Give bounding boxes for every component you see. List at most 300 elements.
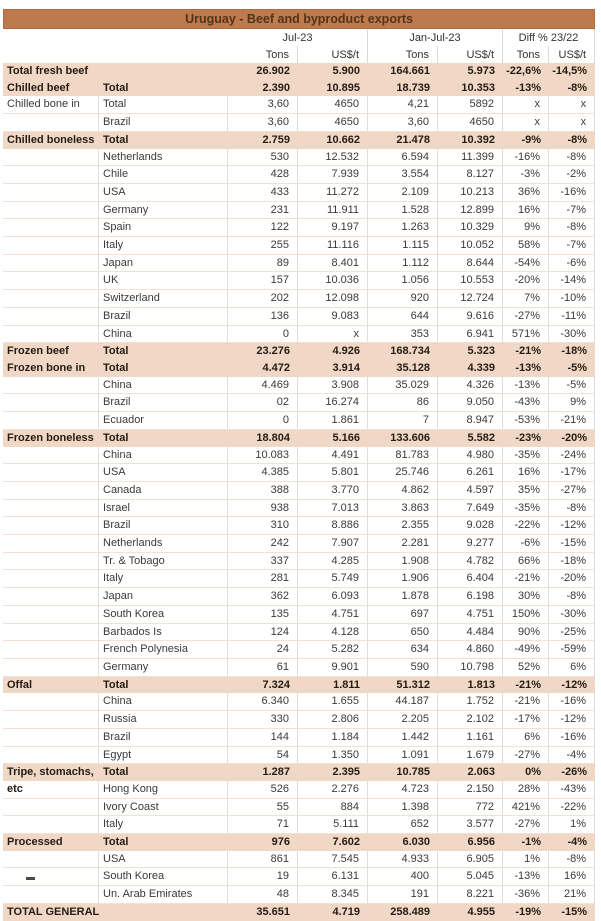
value-cell: 1.811 <box>298 677 368 694</box>
category-cell <box>3 517 99 535</box>
value-cell: 4.469 <box>228 377 298 395</box>
value-cell: 0 <box>228 326 298 344</box>
value-cell: -7% <box>549 237 595 255</box>
value-cell: 1.184 <box>298 729 368 747</box>
value-cell: 52% <box>503 659 549 677</box>
value-cell: 10.213 <box>438 184 503 202</box>
value-cell: 1.398 <box>368 799 438 817</box>
value-cell: 2.150 <box>438 781 503 799</box>
value-cell: 9.616 <box>438 308 503 326</box>
value-cell: 168.734 <box>368 343 438 360</box>
value-cell: -13% <box>503 80 549 97</box>
table-row <box>3 394 595 412</box>
col-header-jul-tons: Tons <box>228 46 298 63</box>
value-cell: 4.597 <box>438 482 503 500</box>
category-cell <box>3 588 99 606</box>
value-cell: 25.746 <box>368 464 438 482</box>
value-cell: 4.860 <box>438 641 503 659</box>
value-cell: -14% <box>549 272 595 290</box>
table-row <box>3 517 595 535</box>
value-cell: 310 <box>228 517 298 535</box>
value-cell: 7 <box>368 412 438 430</box>
value-cell: 10.785 <box>368 764 438 781</box>
value-cell: -27% <box>503 747 549 765</box>
value-cell: 150% <box>503 606 549 624</box>
value-cell: 4.385 <box>228 464 298 482</box>
value-cell: -16% <box>549 693 595 711</box>
value-cell: 11.399 <box>438 149 503 167</box>
value-cell: 388 <box>228 482 298 500</box>
value-cell: 697 <box>368 606 438 624</box>
value-cell: 10.036 <box>298 272 368 290</box>
category-cell <box>3 659 99 677</box>
value-cell: 135 <box>228 606 298 624</box>
table-title-row <box>3 9 595 29</box>
label-cell: Japan <box>99 588 228 606</box>
table-row <box>3 377 595 395</box>
value-cell: 526 <box>228 781 298 799</box>
category-cell <box>3 641 99 659</box>
value-cell: 5.801 <box>298 464 368 482</box>
value-cell: 4.491 <box>298 447 368 465</box>
category-cell <box>3 464 99 482</box>
value-cell: -7% <box>549 202 595 220</box>
value-cell: 10.353 <box>438 80 503 97</box>
table-row <box>3 308 595 326</box>
table-row <box>3 63 595 80</box>
value-cell: 4650 <box>298 96 368 114</box>
value-cell: -21% <box>503 677 549 694</box>
value-cell: -17% <box>503 711 549 729</box>
value-cell: 861 <box>228 851 298 869</box>
label-cell: Hong Kong <box>99 781 228 799</box>
table-row <box>3 851 595 869</box>
value-cell: -8% <box>549 132 595 149</box>
label-cell: Total <box>99 834 228 851</box>
value-cell: 1.350 <box>298 747 368 765</box>
value-cell: 772 <box>438 799 503 817</box>
table-row <box>3 553 595 571</box>
col-header-jul-usdt: US$/t <box>298 46 368 63</box>
value-cell: 12.532 <box>298 149 368 167</box>
value-cell: 4650 <box>298 114 368 132</box>
value-cell: 2.063 <box>438 764 503 781</box>
table-row <box>3 500 595 518</box>
value-cell: 6.198 <box>438 588 503 606</box>
value-cell: 8.221 <box>438 886 503 904</box>
category-cell: Frozen boneless <box>3 430 99 447</box>
value-cell: 6% <box>503 729 549 747</box>
value-cell: 1.161 <box>438 729 503 747</box>
label-cell: Ecuador <box>99 412 228 430</box>
value-cell: 8.644 <box>438 255 503 273</box>
value-cell: -10% <box>549 290 595 308</box>
label-cell: Japan <box>99 255 228 273</box>
value-cell: 4.751 <box>298 606 368 624</box>
header-corner-block <box>3 29 228 63</box>
value-cell: 4,21 <box>368 96 438 114</box>
value-cell: 2.109 <box>368 184 438 202</box>
table-row <box>3 202 595 220</box>
value-cell: 6.030 <box>368 834 438 851</box>
category-cell: Processed <box>3 834 99 851</box>
value-cell: 3,60 <box>228 114 298 132</box>
label-cell: Total <box>99 80 228 97</box>
value-cell: 1.442 <box>368 729 438 747</box>
value-cell: 242 <box>228 535 298 553</box>
table-row <box>3 464 595 482</box>
label-cell: Total <box>99 343 228 360</box>
value-cell: 136 <box>228 308 298 326</box>
value-cell: -49% <box>503 641 549 659</box>
value-cell: -16% <box>503 149 549 167</box>
value-cell: 9.277 <box>438 535 503 553</box>
category-cell <box>3 553 99 571</box>
category-cell <box>3 851 99 869</box>
value-cell: 35.651 <box>228 904 298 921</box>
value-cell: -11% <box>549 308 595 326</box>
value-cell: -15% <box>549 904 595 921</box>
value-cell: 362 <box>228 588 298 606</box>
value-cell: 4.326 <box>438 377 503 395</box>
value-cell: 86 <box>368 394 438 412</box>
category-cell <box>3 290 99 308</box>
value-cell: -3% <box>503 166 549 184</box>
value-cell: -27% <box>549 482 595 500</box>
value-cell: 650 <box>368 624 438 642</box>
value-cell: 976 <box>228 834 298 851</box>
table-row <box>3 360 595 377</box>
value-cell: 16% <box>503 202 549 220</box>
label-cell: Total <box>99 360 228 377</box>
value-cell: 6.131 <box>298 868 368 886</box>
table-row <box>3 96 595 114</box>
value-cell: 1.091 <box>368 747 438 765</box>
value-cell: 11.911 <box>298 202 368 220</box>
value-cell: -17% <box>549 464 595 482</box>
value-cell: 10.553 <box>438 272 503 290</box>
value-cell: 9% <box>549 394 595 412</box>
value-cell: 16.274 <box>298 394 368 412</box>
table-row <box>3 606 595 624</box>
value-cell: -53% <box>503 412 549 430</box>
value-cell: 12.098 <box>298 290 368 308</box>
table-row <box>3 799 595 817</box>
value-cell: 122 <box>228 219 298 237</box>
value-cell: 2.205 <box>368 711 438 729</box>
value-cell: 571% <box>503 326 549 344</box>
label-cell <box>99 63 228 80</box>
value-cell: -43% <box>549 781 595 799</box>
value-cell: 4.782 <box>438 553 503 571</box>
category-cell <box>3 149 99 167</box>
label-cell: China <box>99 447 228 465</box>
label-cell: Spain <box>99 219 228 237</box>
value-cell: 11.116 <box>298 237 368 255</box>
value-cell: -18% <box>549 553 595 571</box>
category-cell <box>3 482 99 500</box>
value-cell: 3.863 <box>368 500 438 518</box>
category-cell <box>3 535 99 553</box>
value-cell: 2.281 <box>368 535 438 553</box>
table-row <box>3 535 595 553</box>
value-cell: -6% <box>503 535 549 553</box>
label-cell: Un. Arab Emirates <box>99 886 228 904</box>
category-cell <box>3 219 99 237</box>
col-header-diff-tons: Tons <box>503 46 549 63</box>
value-cell: 5.111 <box>298 816 368 834</box>
value-cell: 66% <box>503 553 549 571</box>
value-cell: 4.484 <box>438 624 503 642</box>
category-cell: TOTAL GENERAL <box>3 904 99 921</box>
value-cell: 652 <box>368 816 438 834</box>
value-cell: 590 <box>368 659 438 677</box>
value-cell: 35% <box>503 482 549 500</box>
value-cell: 4.339 <box>438 360 503 377</box>
label-cell <box>99 904 228 921</box>
value-cell: 4.285 <box>298 553 368 571</box>
label-cell: Total <box>99 430 228 447</box>
label-cell: Brazil <box>99 114 228 132</box>
table-row <box>3 482 595 500</box>
value-cell: -21% <box>503 693 549 711</box>
value-cell: 54 <box>228 747 298 765</box>
value-cell: 258.489 <box>368 904 438 921</box>
value-cell: 1.906 <box>368 570 438 588</box>
table-row <box>3 149 595 167</box>
value-cell: 81.783 <box>368 447 438 465</box>
col-group-jul23: Jul-23 <box>228 29 368 46</box>
table-row <box>3 624 595 642</box>
value-cell: -8% <box>549 219 595 237</box>
value-cell: 89 <box>228 255 298 273</box>
value-cell: 10.052 <box>438 237 503 255</box>
table-row <box>3 711 595 729</box>
value-cell: 7.545 <box>298 851 368 869</box>
value-cell: 35.128 <box>368 360 438 377</box>
label-cell: Israel <box>99 500 228 518</box>
category-cell <box>3 693 99 711</box>
label-cell: USA <box>99 464 228 482</box>
table-row <box>3 290 595 308</box>
category-cell: Total fresh beef <box>3 63 99 80</box>
value-cell: -12% <box>549 517 595 535</box>
table-row <box>3 114 595 132</box>
value-cell: -4% <box>549 834 595 851</box>
value-cell: 1% <box>549 816 595 834</box>
table-row <box>3 659 595 677</box>
label-cell: Netherlands <box>99 149 228 167</box>
value-cell: -25% <box>549 624 595 642</box>
value-cell: 8.345 <box>298 886 368 904</box>
value-cell: 5.282 <box>298 641 368 659</box>
category-cell <box>3 711 99 729</box>
value-cell: -22% <box>549 799 595 817</box>
value-cell: 2.102 <box>438 711 503 729</box>
category-cell: Chilled boneless <box>3 132 99 149</box>
value-cell: 23.276 <box>228 343 298 360</box>
value-cell: 4.862 <box>368 482 438 500</box>
value-cell: 6.404 <box>438 570 503 588</box>
value-cell: 202 <box>228 290 298 308</box>
value-cell: 144 <box>228 729 298 747</box>
value-cell: 6.340 <box>228 693 298 711</box>
table-row <box>3 570 595 588</box>
table-row <box>3 80 595 97</box>
value-cell: -13% <box>503 868 549 886</box>
table-row <box>3 132 595 149</box>
value-cell: 02 <box>228 394 298 412</box>
value-cell: 1.908 <box>368 553 438 571</box>
value-cell: 24 <box>228 641 298 659</box>
value-cell: 353 <box>368 326 438 344</box>
label-cell: China <box>99 326 228 344</box>
value-cell: -35% <box>503 500 549 518</box>
value-cell: 337 <box>228 553 298 571</box>
value-cell: 3.577 <box>438 816 503 834</box>
table-row <box>3 834 595 851</box>
value-cell: 1.655 <box>298 693 368 711</box>
category-cell <box>3 394 99 412</box>
value-cell: 5.973 <box>438 63 503 80</box>
value-cell: 16% <box>503 464 549 482</box>
label-cell: Brazil <box>99 308 228 326</box>
category-cell <box>3 237 99 255</box>
label-cell: Italy <box>99 816 228 834</box>
value-cell: -5% <box>549 377 595 395</box>
value-cell: 1.115 <box>368 237 438 255</box>
label-cell: French Polynesia <box>99 641 228 659</box>
value-cell: 421% <box>503 799 549 817</box>
value-cell: 164.661 <box>368 63 438 80</box>
column-group-header-row <box>3 29 595 46</box>
table-row <box>3 588 595 606</box>
value-cell: 1.056 <box>368 272 438 290</box>
value-cell: 44.187 <box>368 693 438 711</box>
value-cell: -30% <box>549 326 595 344</box>
table-row <box>3 219 595 237</box>
value-cell: -12% <box>549 677 595 694</box>
category-cell: etc <box>3 781 99 799</box>
value-cell: 55 <box>228 799 298 817</box>
category-cell: Tripe, stomachs, <box>3 764 99 781</box>
category-cell <box>3 500 99 518</box>
label-cell: Egypt <box>99 747 228 765</box>
label-cell: China <box>99 693 228 711</box>
value-cell: 61 <box>228 659 298 677</box>
value-cell: 7.013 <box>298 500 368 518</box>
category-cell: Chilled bone in <box>3 96 99 114</box>
value-cell: 10.083 <box>228 447 298 465</box>
value-cell: -5% <box>549 360 595 377</box>
value-cell: 124 <box>228 624 298 642</box>
value-cell: 938 <box>228 500 298 518</box>
table-row <box>3 764 595 781</box>
value-cell: 255 <box>228 237 298 255</box>
label-cell: Total <box>99 764 228 781</box>
value-cell: 6.261 <box>438 464 503 482</box>
cropped-text-artifact <box>26 877 35 880</box>
value-cell: -8% <box>549 588 595 606</box>
value-cell: 6.956 <box>438 834 503 851</box>
value-cell: 920 <box>368 290 438 308</box>
value-cell: -15% <box>549 535 595 553</box>
value-cell: 26.902 <box>228 63 298 80</box>
table-row <box>3 641 595 659</box>
value-cell: 0% <box>503 764 549 781</box>
value-cell: 5.900 <box>298 63 368 80</box>
table-row <box>3 677 595 694</box>
value-cell: 9.197 <box>298 219 368 237</box>
table-row <box>3 430 595 447</box>
value-cell: 4.933 <box>368 851 438 869</box>
label-cell: Tr. & Tobago <box>99 553 228 571</box>
category-cell <box>3 624 99 642</box>
value-cell: 191 <box>368 886 438 904</box>
value-cell: 1% <box>503 851 549 869</box>
value-cell: 9.028 <box>438 517 503 535</box>
table-row <box>3 747 595 765</box>
value-cell: 634 <box>368 641 438 659</box>
value-cell: -30% <box>549 606 595 624</box>
label-cell: Germany <box>99 659 228 677</box>
value-cell: -2% <box>549 166 595 184</box>
value-cell: 1.287 <box>228 764 298 781</box>
value-cell: 231 <box>228 202 298 220</box>
value-cell: 6.905 <box>438 851 503 869</box>
table-row <box>3 447 595 465</box>
category-cell <box>3 114 99 132</box>
value-cell: 30% <box>503 588 549 606</box>
value-cell: 12.899 <box>438 202 503 220</box>
table-row <box>3 816 595 834</box>
value-cell: 3,60 <box>228 96 298 114</box>
value-cell: 6.594 <box>368 149 438 167</box>
value-cell: 1.528 <box>368 202 438 220</box>
value-cell: -20% <box>503 272 549 290</box>
value-cell: 28% <box>503 781 549 799</box>
value-cell: x <box>298 326 368 344</box>
value-cell: 9% <box>503 219 549 237</box>
value-cell: 4.955 <box>438 904 503 921</box>
value-cell: x <box>503 114 549 132</box>
category-cell <box>3 447 99 465</box>
col-header-jan-usdt: US$/t <box>438 46 503 63</box>
table-row <box>3 343 595 360</box>
value-cell: 157 <box>228 272 298 290</box>
value-cell: 0 <box>228 412 298 430</box>
value-cell: 4.751 <box>438 606 503 624</box>
value-cell: -19% <box>503 904 549 921</box>
value-cell: 8.947 <box>438 412 503 430</box>
label-cell: Canada <box>99 482 228 500</box>
value-cell: 10.392 <box>438 132 503 149</box>
category-cell <box>3 184 99 202</box>
value-cell: 5.749 <box>298 570 368 588</box>
value-cell: 4.723 <box>368 781 438 799</box>
value-cell: -12% <box>549 711 595 729</box>
value-cell: 7.324 <box>228 677 298 694</box>
value-cell: 4.472 <box>228 360 298 377</box>
value-cell: -22,6% <box>503 63 549 80</box>
label-cell: Netherlands <box>99 535 228 553</box>
value-cell: 2.355 <box>368 517 438 535</box>
label-cell: Barbados Is <box>99 624 228 642</box>
value-cell: -9% <box>503 132 549 149</box>
value-cell: 1.813 <box>438 677 503 694</box>
value-cell: -8% <box>549 851 595 869</box>
value-cell: 3.914 <box>298 360 368 377</box>
